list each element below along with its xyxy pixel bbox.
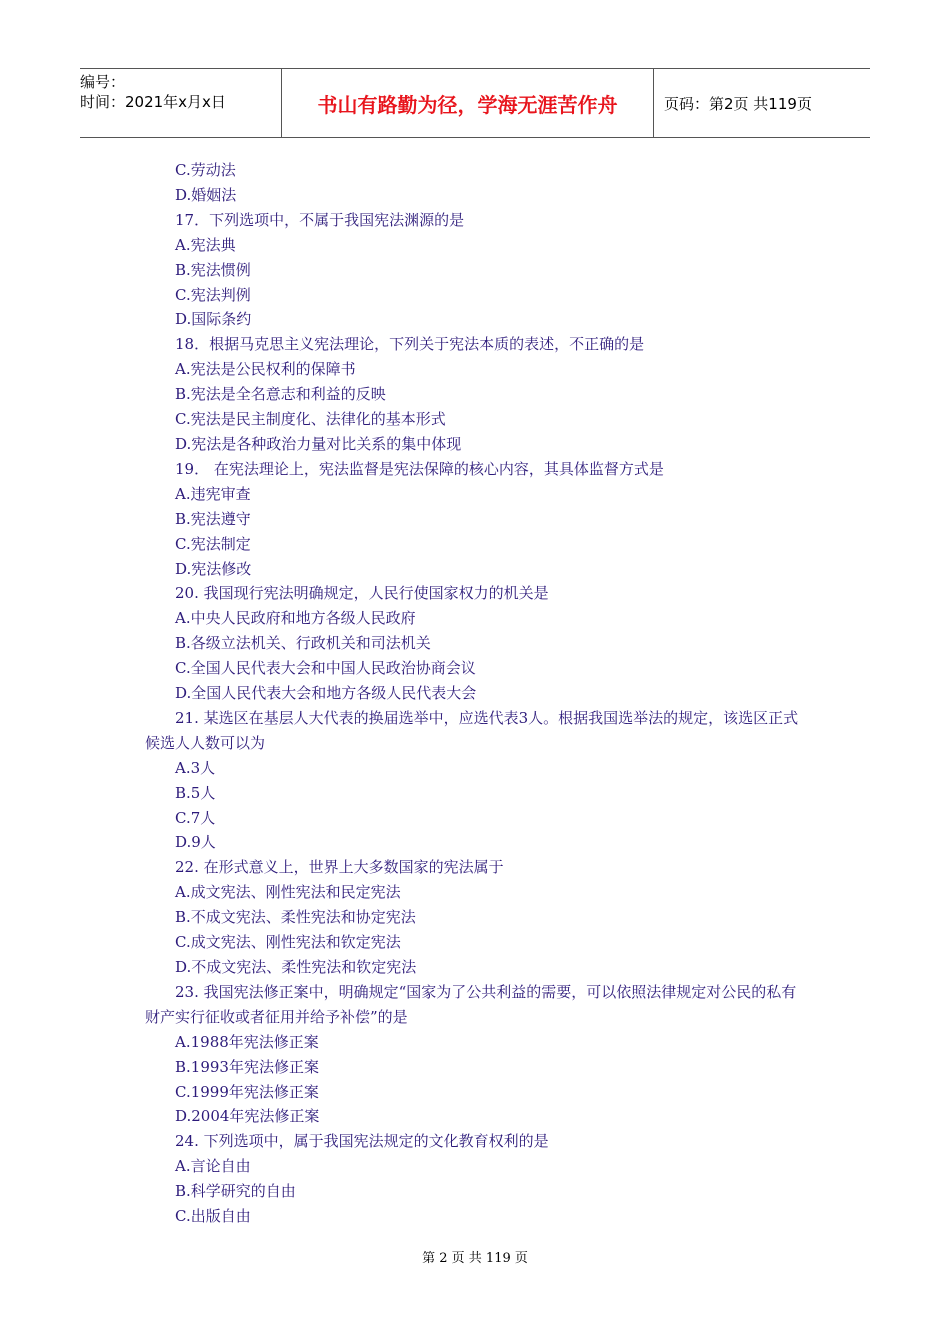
header-left bbox=[80, 69, 282, 137]
answer-option: D.2004年宪法修正案 bbox=[175, 1107, 320, 1126]
answer-option: D.宪法修改 bbox=[175, 559, 252, 578]
answer-option: A.宪法典 bbox=[175, 235, 236, 254]
answer-option: C.出版自由 bbox=[175, 1207, 251, 1226]
number-label: 编号： bbox=[80, 73, 126, 91]
question-text: 17．下列选项中，不属于我国宪法渊源的是 bbox=[175, 210, 465, 229]
answer-option: D.不成文宪法、柔性宪法和钦定宪法 bbox=[175, 958, 417, 976]
answer-option: A.成文宪法、刚性宪法和民定宪法 bbox=[175, 883, 401, 902]
answer-option: C.宪法判例 bbox=[175, 285, 251, 304]
answer-option: A.中央人民政府和地方各级人民政府 bbox=[175, 609, 416, 628]
answer-option: C.全国人民代表大会和中国人民政治协商会议 bbox=[175, 659, 476, 678]
question-text: 20. 我国现行宪法明确规定，人民行使国家权力的机关是 bbox=[175, 584, 549, 603]
answer-option: D.全国人民代表大会和地方各级人民代表大会 bbox=[175, 684, 477, 703]
answer-option: C.7人 bbox=[175, 808, 216, 827]
answer-option: B.5人 bbox=[175, 783, 216, 802]
answer-option: A.1988年宪法修正案 bbox=[175, 1032, 319, 1051]
question-text: 22. 在形式意义上，世界上大多数国家的宪法属于 bbox=[175, 858, 504, 877]
answer-option: C.1999年宪法修正案 bbox=[175, 1082, 319, 1101]
answer-option: D.国际条约 bbox=[175, 310, 252, 329]
answer-option: B.各级立法机关、行政机关和司法机关 bbox=[175, 634, 431, 653]
answer-option: D.9人 bbox=[175, 833, 216, 852]
answer-option: A.宪法是公民权利的保障书 bbox=[175, 360, 356, 379]
answer-option: B.宪法遵守 bbox=[175, 509, 251, 528]
date-label: 时间：2021年x月x日 bbox=[80, 93, 226, 111]
answer-option: B.1993年宪法修正案 bbox=[175, 1057, 319, 1076]
answer-option: C.劳动法 bbox=[175, 161, 236, 179]
answer-option: A.3人 bbox=[175, 758, 216, 777]
document-body bbox=[145, 158, 805, 1229]
question-text: 18．根据马克思主义宪法理论，下列关于宪法本质的表述，不正确的是 bbox=[175, 335, 645, 354]
page-footer: 第 2 页 共 119 页 bbox=[422, 1251, 528, 1266]
answer-option: B.不成文宪法、柔性宪法和协定宪法 bbox=[175, 908, 416, 927]
answer-option: B.宪法是全名意志和利益的反映 bbox=[175, 385, 386, 404]
answer-option: A.言论自由 bbox=[175, 1157, 251, 1176]
answer-option: D.婚姻法 bbox=[175, 185, 237, 204]
header-page-info: 页码：第2页 共119页 bbox=[664, 94, 812, 113]
answer-option: D.宪法是各种政治力量对比关系的集中体现 bbox=[175, 434, 462, 453]
question-text: 23. 我国宪法修正案中，明确规定“国家为了公共利益的需要，可以依照法律规定对公民的私有财产实行征收或者征用并给予补偿”的是 bbox=[145, 982, 797, 1026]
page-header bbox=[80, 68, 870, 138]
question-text: 24. 下列选项中，属于我国宪法规定的文化教育权利的是 bbox=[175, 1132, 549, 1151]
answer-option: C.成文宪法、刚性宪法和钦定宪法 bbox=[175, 933, 401, 952]
answer-option: A.违宪审查 bbox=[175, 484, 251, 503]
answer-option: C.宪法是民主制度化、法律化的基本形式 bbox=[175, 410, 446, 429]
answer-option: B.科学研究的自由 bbox=[175, 1182, 296, 1201]
answer-option: B.宪法惯例 bbox=[175, 260, 251, 279]
header-motto: 书山有路勤为径，学海无涯苦作舟 bbox=[282, 69, 654, 137]
answer-option: C.宪法制定 bbox=[175, 534, 251, 553]
question-text: 19． 在宪法理论上，宪法监督是宪法保障的核心内容，其具体监督方式是 bbox=[175, 459, 664, 478]
question-text: 21. 某选区在基层人大代表的换届选举中，应选代表3人。根据我国选举法的规定，该选区正式候选人人数可以为 bbox=[145, 708, 799, 752]
